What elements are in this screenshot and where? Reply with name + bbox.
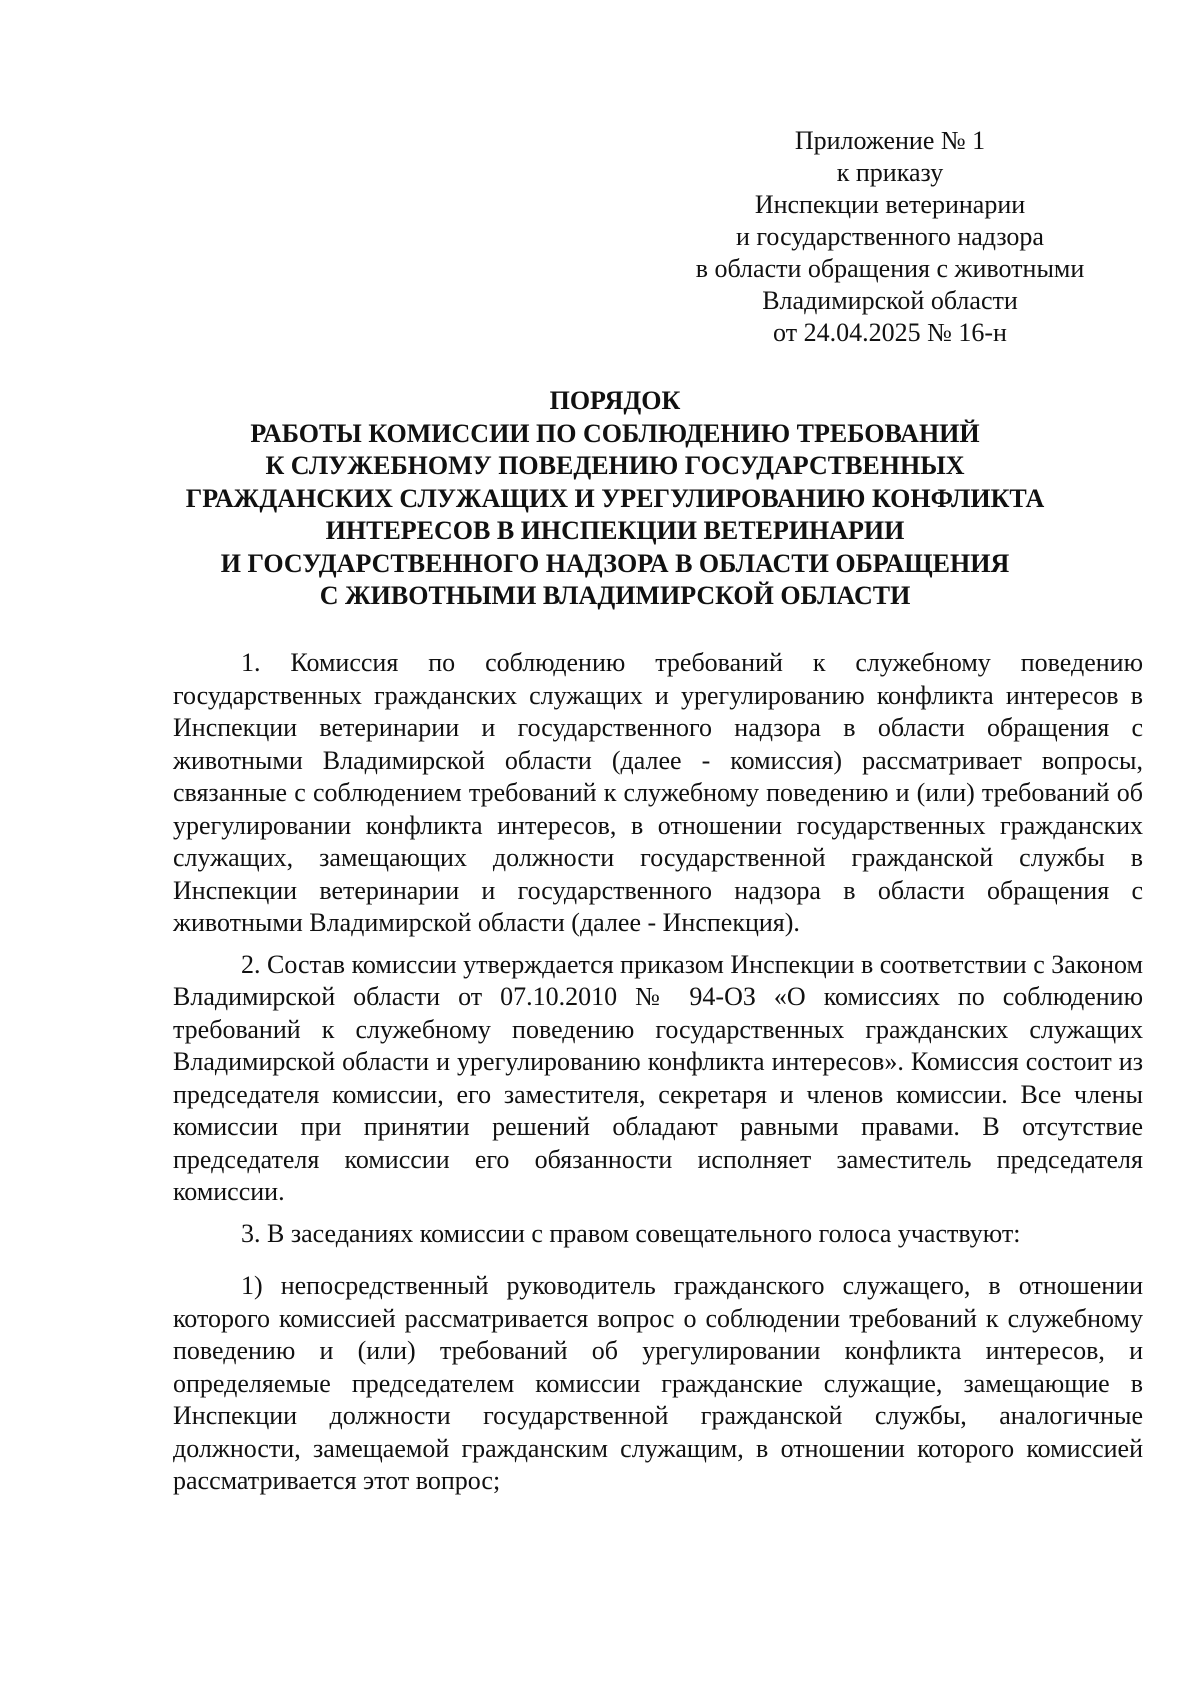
appendix-line: Инспекции ветеринарии — [754, 190, 1026, 219]
title-line: ПОРЯДОК — [549, 386, 681, 415]
document-body — [173, 647, 1143, 1498]
title-line: ИНТЕРЕСОВ В ИНСПЕКЦИИ ВЕТЕРИНАРИИ — [325, 516, 905, 545]
appendix-line: и государственного надзора — [736, 222, 1044, 251]
appendix-line: Приложение № 1 — [794, 126, 986, 155]
title-line: С ЖИВОТНЫМИ ВЛАДИМИРСКОЙ ОБЛАСТИ — [319, 581, 911, 610]
paragraph-1: 1. Комиссия по соблюдению требований к служебному поведению государственных гражданских служащих и урегулированию конфликта интересов в Инспекции ветеринарии и государственного надзора в области обращения с животными Владимирской области (далее - комиссия) рассматривает вопросы, связанные с соблюдением требований к служебному поведению и (или) требований об урегулировании конфликта интересов, в отношении государственных гражданских служащих, замещающих должности государственной гражданской службы в Инспекции ветеринарии и государственного надзора в области обращения с животными Владимирской области (далее - Инспекция). — [173, 648, 1143, 937]
title-line: И ГОСУДАРСТВЕННОГО НАДЗОРА В ОБЛАСТИ ОБРАЩЕНИЯ — [220, 548, 1010, 578]
document-title — [150, 385, 1080, 613]
paragraph-2: 2. Состав комиссии утверждается приказом Инспекции в соответствии с Законом Владимирской области от 07.10.2010 № 94-ОЗ «О комиссиях по соблюдению требований к служебному поведению государственных гражданских служащих Владимирской области и урегулированию конфликта интересов». Комиссия состоит из председателя комиссии, его заместителя, секретаря и членов комиссии. Все члены комиссии при принятии решений обладают равными правами. В отсутствие председателя комиссии его обязанности исполняет заместитель председателя комиссии. — [173, 949, 1143, 1206]
title-line: ГРАЖДАНСКИХ СЛУЖАЩИХ И УРЕГУЛИРОВАНИЮ КОНФЛИКТА — [185, 483, 1045, 513]
appendix-line: в области обращения с животными — [695, 254, 1085, 283]
appendix-header — [660, 125, 1120, 349]
title-line: РАБОТЫ КОМИССИИ ПО СОБЛЮДЕНИЮ ТРЕБОВАНИЙ — [250, 418, 980, 448]
title-line: К СЛУЖЕБНОМУ ПОВЕДЕНИЮ ГОСУДАРСТВЕННЫХ — [265, 451, 965, 480]
paragraph-3: 3. В заседаниях комиссии с правом совещательного голоса участвуют: — [241, 1218, 1021, 1248]
paragraph-3-item-1: 1) непосредственный руководитель гражданского служащего, в отношении которого комиссией рассматривается вопрос о соблюдении требований к служебному поведению и (или) требований об урегулировании конфликта интересов, и определяемые председателем комиссии гражданские служащие, замещающие в Инспекции должности государственной гражданской службы, аналогичные должности, замещаемой гражданским служащим, в отношении которого комиссией рассматривается этот вопрос; — [173, 1271, 1143, 1495]
appendix-line: от 24.04.2025 № 16-н — [773, 318, 1007, 347]
appendix-line: к приказу — [836, 158, 944, 187]
appendix-line: Владимирской области — [762, 286, 1018, 315]
